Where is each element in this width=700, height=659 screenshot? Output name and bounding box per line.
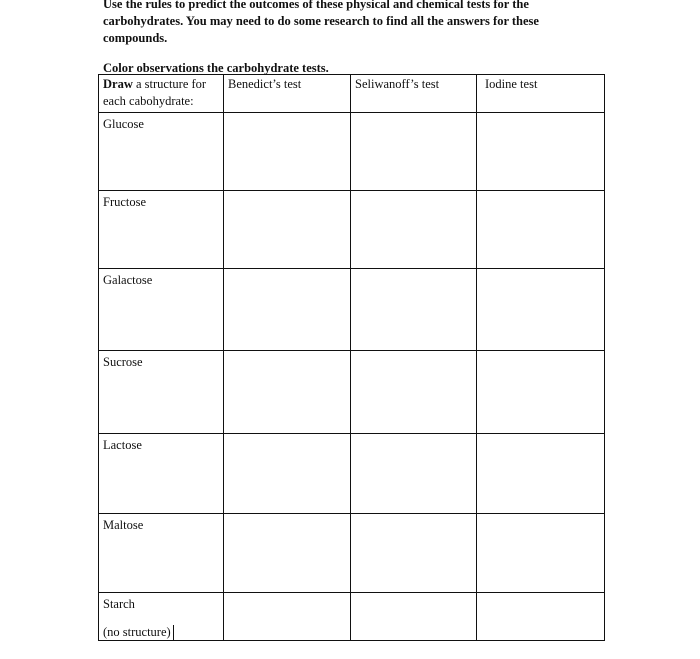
table-row bbox=[99, 514, 605, 593]
row-label-cell bbox=[99, 434, 224, 514]
row-label-cell bbox=[99, 514, 224, 593]
iodine-answer-cell[interactable] bbox=[477, 434, 605, 514]
iodine-answer-cell[interactable] bbox=[477, 593, 605, 641]
benedicts-answer-cell[interactable] bbox=[224, 514, 351, 593]
row-label: Starch bbox=[103, 597, 135, 611]
row-label: Galactose bbox=[103, 273, 153, 287]
benedicts-answer-cell[interactable] bbox=[224, 269, 351, 351]
benedicts-answer-cell[interactable] bbox=[224, 351, 351, 434]
no-structure-note: (no structure) bbox=[103, 625, 174, 640]
seliwanoffs-answer-cell[interactable] bbox=[351, 514, 477, 593]
structure-column-header bbox=[99, 75, 224, 113]
seliwanoffs-column-header bbox=[351, 75, 477, 113]
seliwanoffs-header-text: Seliwanoff’s test bbox=[355, 77, 440, 91]
table-header-row bbox=[99, 75, 605, 113]
row-label-cell bbox=[99, 593, 224, 641]
row-label: Lactose bbox=[103, 438, 142, 452]
benedicts-answer-cell[interactable] bbox=[224, 113, 351, 191]
benedicts-answer-cell[interactable] bbox=[224, 593, 351, 641]
seliwanoffs-answer-cell[interactable] bbox=[351, 269, 477, 351]
iodine-column-header bbox=[477, 75, 605, 113]
seliwanoffs-answer-cell[interactable] bbox=[351, 191, 477, 269]
seliwanoffs-answer-cell[interactable] bbox=[351, 434, 477, 514]
table-caption: Color observations the carbohydrate tests. bbox=[103, 61, 329, 75]
row-label-cell bbox=[99, 191, 224, 269]
seliwanoffs-answer-cell[interactable] bbox=[351, 351, 477, 434]
row-label-cell bbox=[99, 351, 224, 434]
table-row bbox=[99, 593, 605, 641]
seliwanoffs-answer-cell[interactable] bbox=[351, 593, 477, 641]
row-label-cell bbox=[99, 113, 224, 191]
table-row bbox=[99, 434, 605, 514]
iodine-header-text: Iodine test bbox=[485, 77, 538, 91]
row-label-cell bbox=[99, 269, 224, 351]
row-label: Maltose bbox=[103, 518, 144, 532]
benedicts-answer-cell[interactable] bbox=[224, 434, 351, 514]
iodine-answer-cell[interactable] bbox=[477, 113, 605, 191]
instructions-text: Use the rules to predict the outcomes of these physical and chemical tests for the carbohydrates. You may need to do some research to find all the answers for these compounds. bbox=[103, 0, 539, 45]
benedicts-header-text: Benedict’s test bbox=[228, 77, 302, 91]
iodine-answer-cell[interactable] bbox=[477, 514, 605, 593]
benedicts-answer-cell[interactable] bbox=[224, 191, 351, 269]
row-label: Fructose bbox=[103, 195, 147, 209]
iodine-answer-cell[interactable] bbox=[477, 191, 605, 269]
row-label: Glucose bbox=[103, 117, 144, 131]
structure-header-text: a structure for each cabohydrate: bbox=[103, 77, 207, 108]
iodine-answer-cell[interactable] bbox=[477, 351, 605, 434]
seliwanoffs-answer-cell[interactable] bbox=[351, 113, 477, 191]
row-label: Sucrose bbox=[103, 355, 143, 369]
carbohydrate-tests-table bbox=[98, 74, 605, 641]
table-row bbox=[99, 269, 605, 351]
benedicts-column-header bbox=[224, 75, 351, 113]
table-row bbox=[99, 351, 605, 434]
table-row bbox=[99, 191, 605, 269]
table-row bbox=[99, 113, 605, 191]
iodine-answer-cell[interactable] bbox=[477, 269, 605, 351]
draw-word: Draw bbox=[103, 77, 133, 91]
